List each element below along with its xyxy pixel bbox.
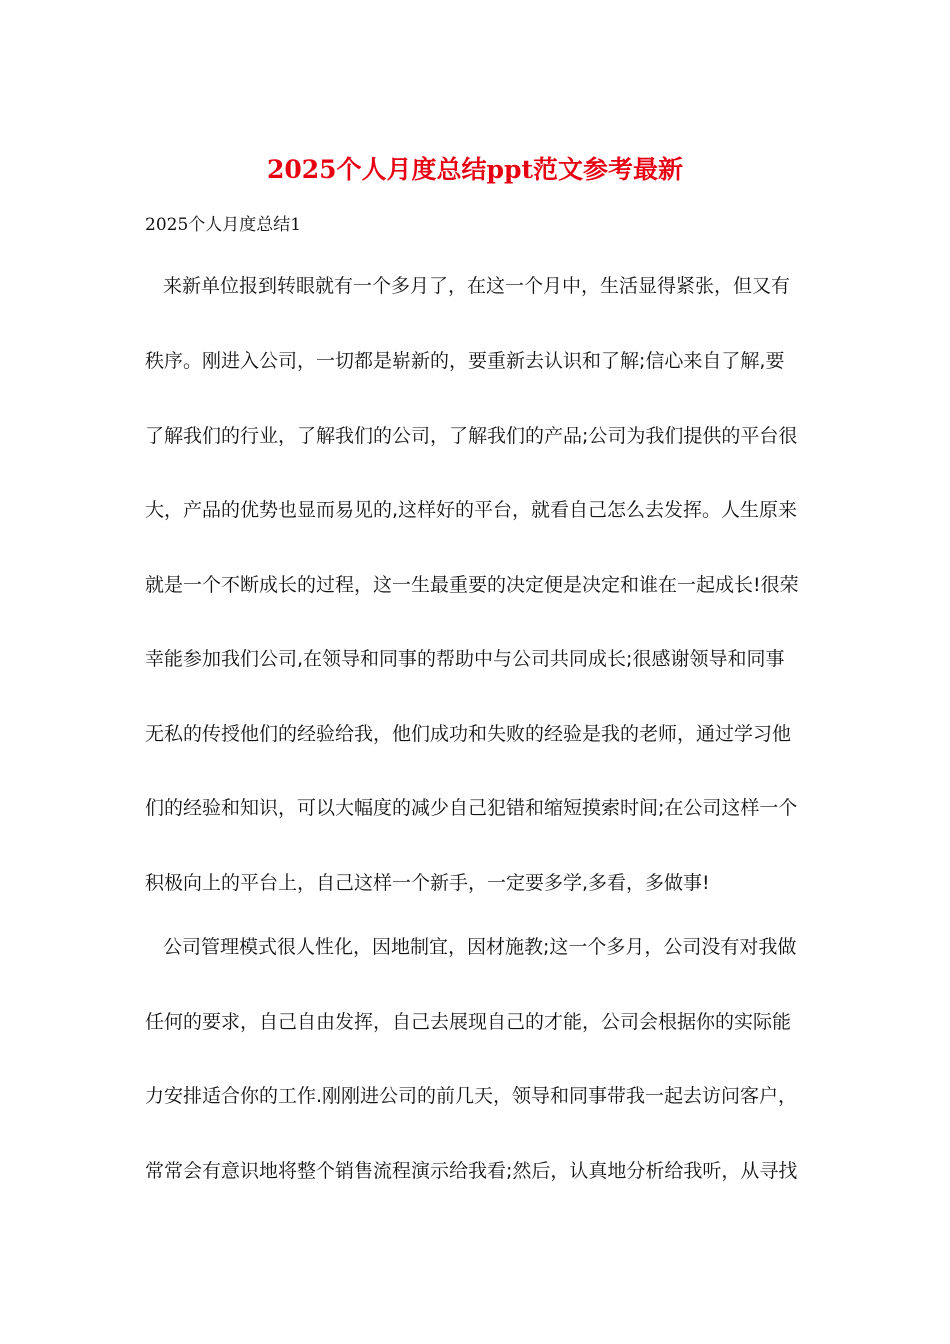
paragraph-line: 秩序。刚进入公司，一切都是崭新的，要重新去认识和了解;信心来自了解,要 [145,350,785,372]
paragraph-line: 们的经验和知识，可以大幅度的减少自己犯错和缩短摸索时间;在公司这样一个 [145,797,798,819]
paragraph-line: 来新单位报到转眼就有一个多月了，在这一个月中，生活显得紧张，但又有 [163,275,791,297]
paragraph-line: 就是一个不断成长的过程，这一生最重要的决定便是决定和谁在一起成长!很荣 [145,574,799,596]
paragraph-line: 大，产品的优势也显而易见的,这样好的平台，就看自己怎么去发挥。人生原来 [145,499,798,521]
paragraph-line: 积极向上的平台上，自己这样一个新手，一定要多学,多看，多做事! [145,872,710,894]
paragraph-line: 常常会有意识地将整个销售流程演示给我看;然后，认真地分析给我听，从寻找 [145,1160,798,1182]
paragraph-line: 幸能参加我们公司,在领导和同事的帮助中与公司共同成长;很感谢领导和同事 [145,648,785,670]
paragraph-line: 无私的传授他们的经验给我，他们成功和失败的经验是我的老师，通过学习他 [145,723,792,745]
paragraph-line: 力安排适合你的工作.刚刚进公司的前几天，领导和同事带我一起去访问客户， [145,1085,798,1107]
paragraph-line: 公司管理模式很人性化，因地制宜，因材施教;这一个多月，公司没有对我做 [163,936,797,958]
section-heading: 2025个人月度总结1 [145,215,302,235]
document-title: 2025个人月度总结ppt范文参考最新 [266,155,684,184]
paragraph-line: 任何的要求，自己自由发挥，自己去展现自己的才能，公司会根据你的实际能 [145,1011,792,1033]
paragraph-line: 了解我们的行业，了解我们的公司，了解我们的产品;公司为我们提供的平台很 [145,425,798,447]
